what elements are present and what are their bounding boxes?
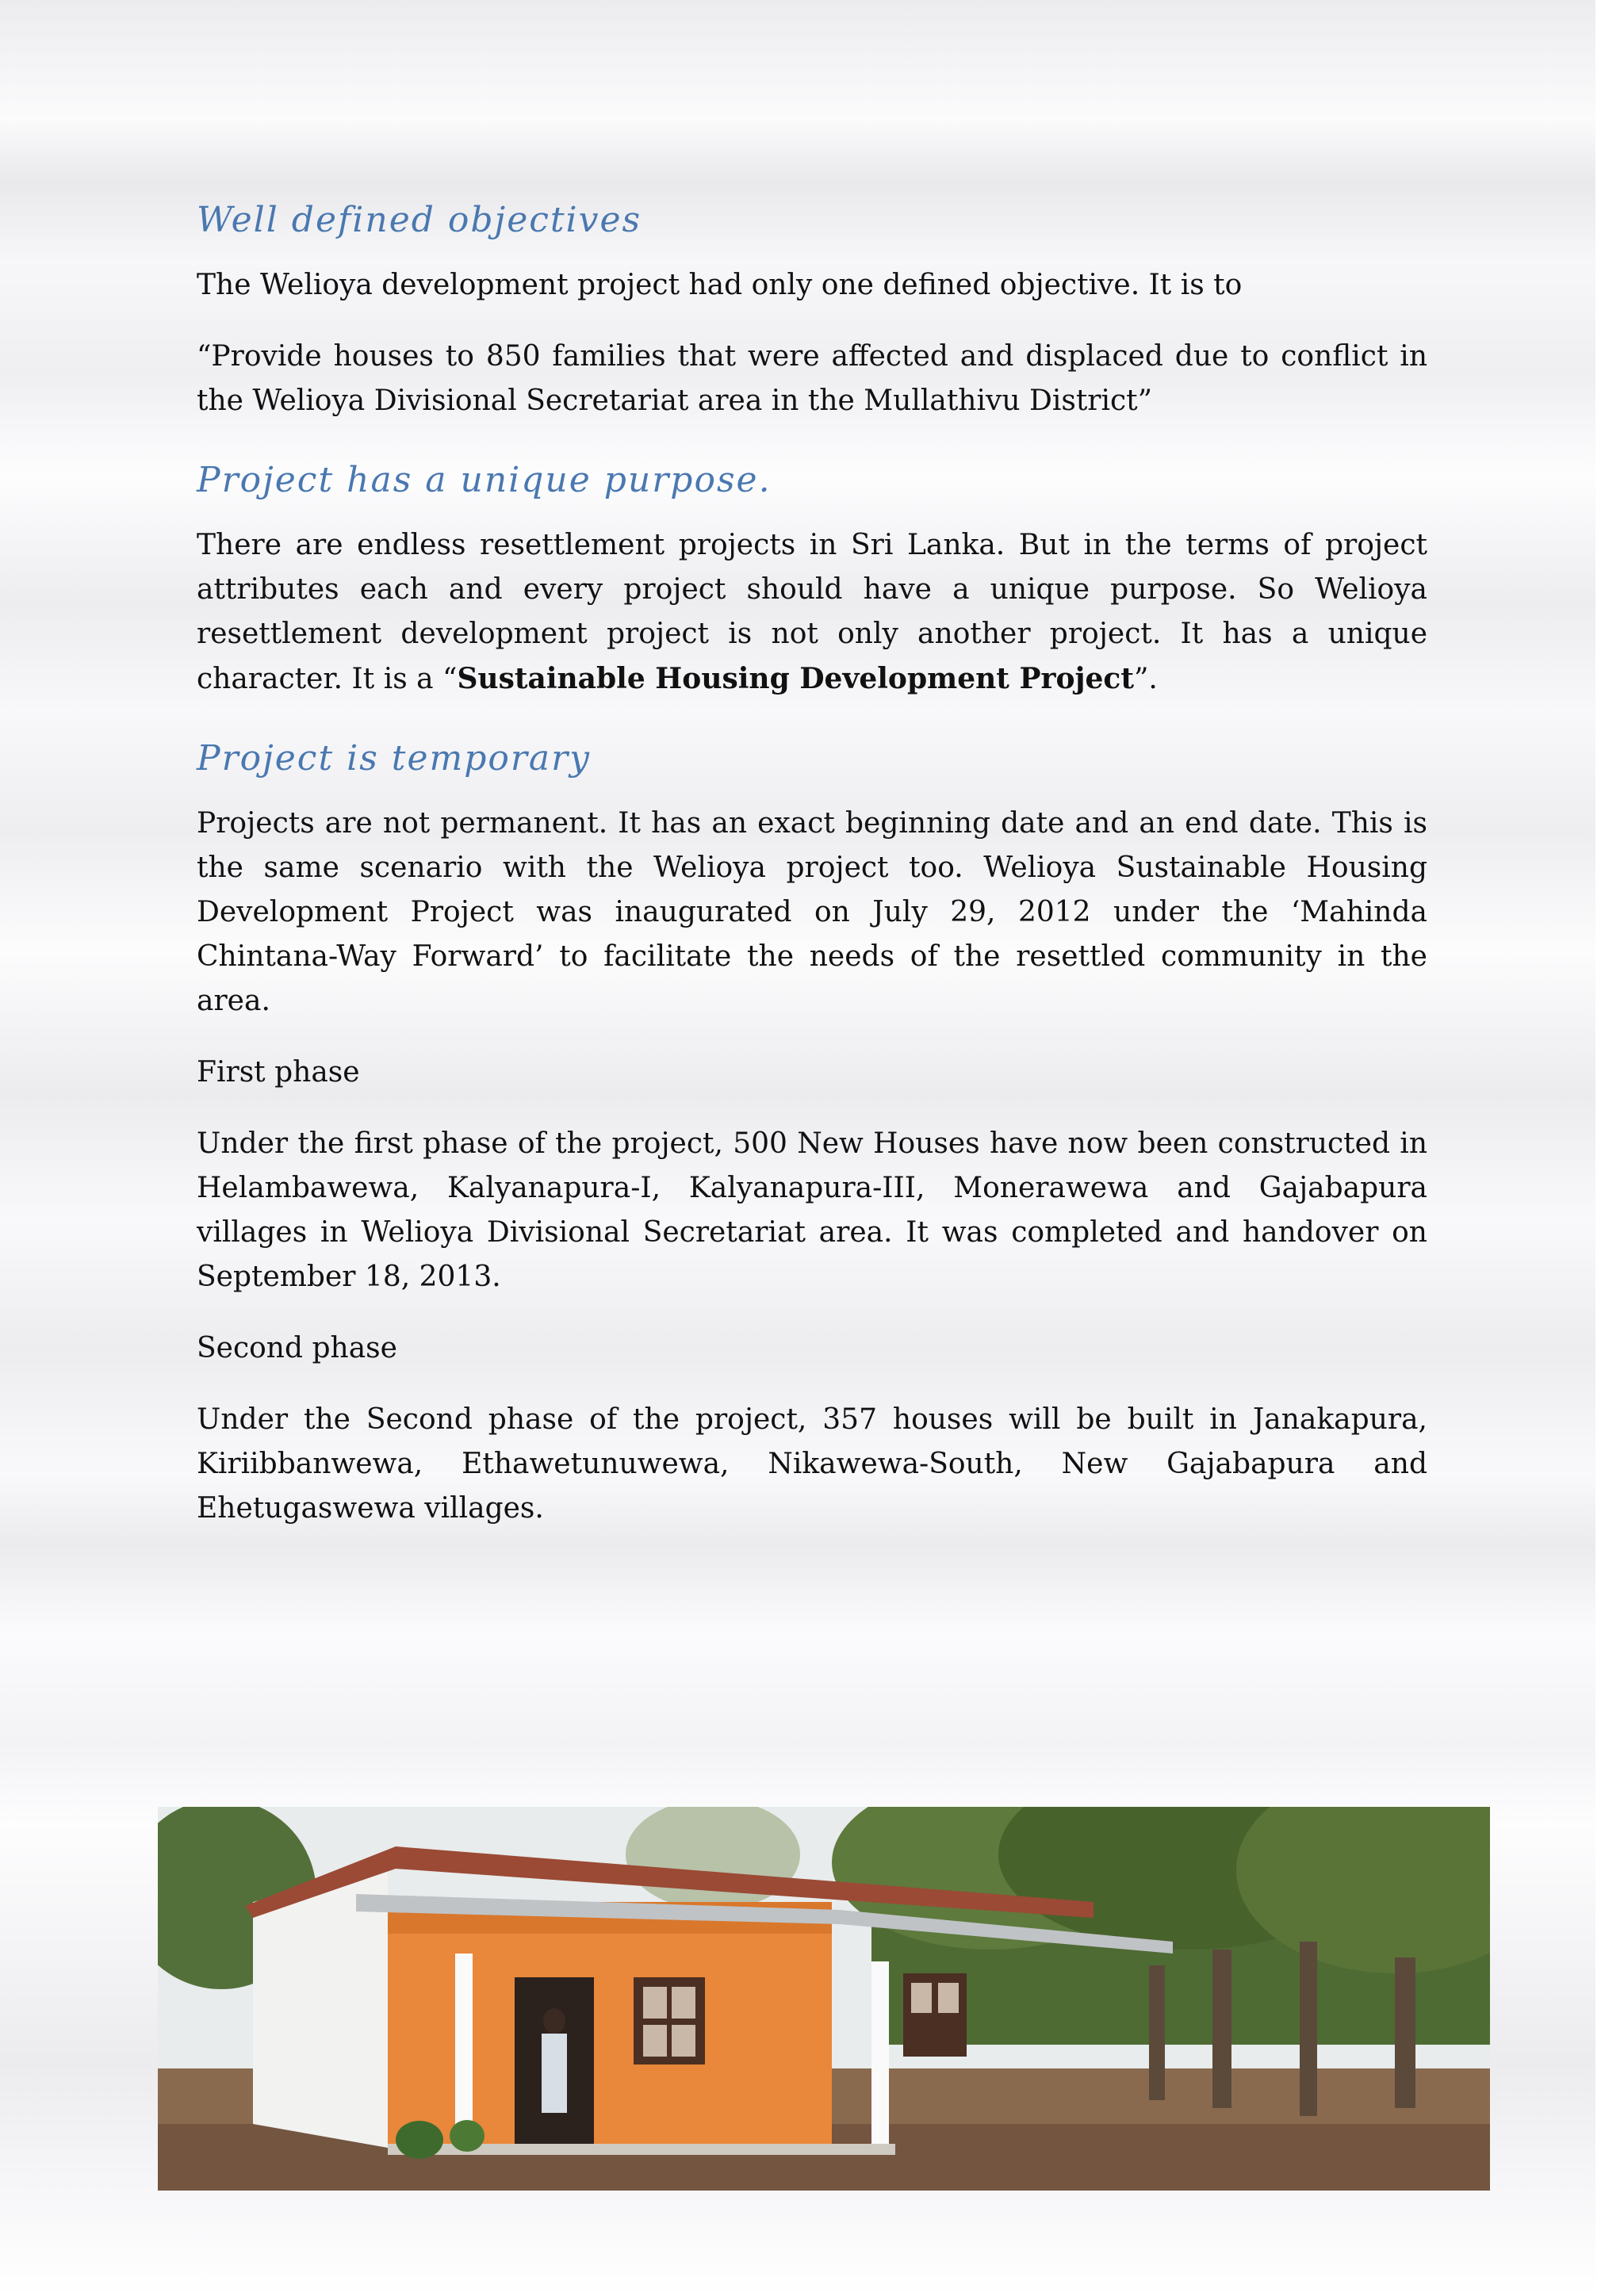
unique-purpose-paragraph xyxy=(197,523,1427,702)
second-phase-label: Second phase xyxy=(197,1332,397,1364)
first-phase-label: First phase xyxy=(197,1056,360,1089)
unique-purpose-text: There are endless resettlement projects in Sri Lanka. But in the terms of project attributes each and every project should have a unique purpose. So Welioya resettlement development project is not only another project. It has a unique character. It is a “ xyxy=(197,529,1427,695)
objectives-quote: “Provide houses to 850 families that were affected and displaced due to conflict in the Welioya Divisional Secretariat area in the Mullathivu District” xyxy=(197,340,1427,417)
unique-purpose-end: ”. xyxy=(1133,663,1158,695)
heading-unique-purpose: Project has a unique purpose. xyxy=(197,460,772,500)
document-body xyxy=(197,190,1427,1531)
heading-project-temporary: Project is temporary xyxy=(197,738,592,779)
temporary-paragraph: Projects are not permanent. It has an exact beginning date and an end date. This is the same scenario with the Welioya project too. Welioya Sustainable Housing Development Project was inaugurated on July 29, 2012 under the ‘Mahinda Chintana-Way Forward’ to facilitate the needs of the resettled community in the area. xyxy=(197,807,1427,1017)
objectives-intro: The Welioya development project had only one defined objective. It is to xyxy=(197,269,1243,301)
second-phase-paragraph: Under the Second phase of the project, 357 houses will be built in Janakapura, Kiriibbanwewa, Ethawetunuwewa, Nikawewa-South, New Gajabapura and Ehetugaswewa villages. xyxy=(197,1403,1427,1525)
first-phase-paragraph: Under the first phase of the project, 500 New Houses have now been constructed in Helambawewa, Kalyanapura-I, Kalyanapura-III, Monerawewa and Gajabapura villages in Welioya Divisional Secretariat area. It was completed and handover on September 18, 2013. xyxy=(197,1127,1427,1293)
house-photo xyxy=(158,1807,1490,2191)
page-edge xyxy=(1595,0,1624,2296)
heading-well-defined-objectives: Well defined objectives xyxy=(197,200,642,240)
house-photo-illustration xyxy=(158,1807,1490,2191)
unique-purpose-bold-title: Sustainable Housing Development Project xyxy=(457,662,1134,695)
